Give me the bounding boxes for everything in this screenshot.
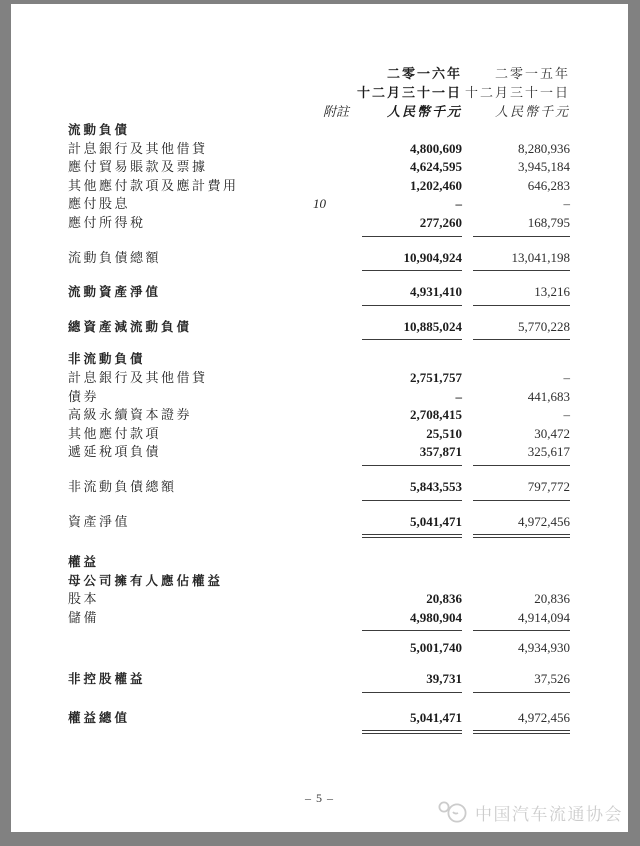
row-label: 流動負債 <box>68 123 131 137</box>
row-label: 非流動負債 <box>68 352 146 367</box>
value-2015: 3,945,184 <box>518 159 570 175</box>
row-label: 計息銀行及其他借貸 <box>68 140 208 156</box>
column-rule <box>362 465 462 466</box>
column-rule <box>473 270 570 271</box>
value-2015: – <box>563 196 570 212</box>
value-2016: 4,624,595 <box>410 159 462 175</box>
value-2016: 25,510 <box>426 425 462 441</box>
header-line-1 <box>68 64 570 83</box>
value-2015: 4,972,456 <box>518 709 570 725</box>
value-2015: 797,772 <box>527 478 570 494</box>
col-2015-date: 十二月三十一日 <box>464 85 570 100</box>
table-header <box>68 64 570 121</box>
value-2016: 5,041,471 <box>410 513 462 529</box>
row-label: 應付貿易賬款及票據 <box>68 159 208 175</box>
table-row <box>68 609 570 628</box>
document-page <box>11 4 628 832</box>
balance-sheet <box>68 64 570 735</box>
spacer <box>68 275 570 283</box>
value-2015: 20,836 <box>534 591 570 607</box>
value-2016: 2,751,757 <box>410 369 462 385</box>
spacer <box>68 539 570 553</box>
total-rule-row <box>68 462 570 470</box>
column-rule <box>473 500 570 501</box>
total-rule-row <box>68 689 570 697</box>
table-row <box>68 709 570 728</box>
table-row <box>68 406 570 425</box>
column-rule <box>473 339 570 340</box>
table-row <box>68 572 570 591</box>
value-2015: 5,770,228 <box>518 318 570 334</box>
table-row <box>68 140 570 159</box>
value-2016: 357,871 <box>419 444 462 460</box>
total-rule-row <box>68 267 570 275</box>
value-2015: 13,041,198 <box>511 249 570 265</box>
value-2015: 441,683 <box>527 388 570 404</box>
row-label: 其他應付款項及應計費用 <box>68 177 239 193</box>
row-label: 債券 <box>68 388 100 404</box>
col-2016-year: 二零一六年 <box>386 66 462 81</box>
row-label: 流動資產淨值 <box>68 285 162 300</box>
header-line-3 <box>68 102 570 121</box>
row-label: 其他應付款項 <box>68 425 162 441</box>
table-row <box>68 443 570 462</box>
row-label: 非流動負債總額 <box>68 478 177 494</box>
total-rule-row <box>68 727 570 735</box>
column-rule <box>362 339 462 340</box>
value-2016: 39,731 <box>426 671 462 687</box>
table-row <box>68 283 570 302</box>
row-label: 母公司擁有人應佔權益 <box>68 573 224 588</box>
spacer <box>68 658 570 670</box>
col-2015-year: 二零一五年 <box>494 66 570 81</box>
column-rule <box>362 305 462 306</box>
table-row <box>68 369 570 388</box>
spacer <box>68 697 570 709</box>
value-2016: 2,708,415 <box>410 407 462 423</box>
row-label: 總資產減流動負債 <box>68 319 193 334</box>
row-label: 應付股息 <box>68 196 131 212</box>
table-row <box>68 478 570 497</box>
column-rule <box>362 500 462 501</box>
page-number: – 5 – <box>305 791 334 805</box>
total-rule-row <box>68 531 570 539</box>
table-row <box>68 590 570 609</box>
value-2015: – <box>563 407 570 423</box>
value-2016: 5,041,471 <box>410 709 462 725</box>
table-row <box>68 513 570 532</box>
column-rule <box>362 236 462 237</box>
row-label: 權益 <box>68 555 100 570</box>
col-2015-currency: 人民幣千元 <box>494 104 570 119</box>
value-2016: 20,836 <box>426 591 462 607</box>
value-2015: 8,280,936 <box>518 140 570 156</box>
value-2016: 10,885,024 <box>403 318 462 334</box>
column-rule <box>473 465 570 466</box>
row-label: 儲備 <box>68 609 100 625</box>
value-2016: 4,980,904 <box>410 609 462 625</box>
total-rule-row <box>68 302 570 310</box>
col-2016-date: 十二月三十一日 <box>356 85 462 100</box>
column-rule <box>473 730 570 734</box>
total-rule-row <box>68 627 570 635</box>
row-label: 遞延稅項負債 <box>68 444 162 460</box>
table-row <box>68 350 570 369</box>
value-2015: 168,795 <box>527 214 570 230</box>
column-rule <box>362 270 462 271</box>
table-row <box>68 177 570 196</box>
value-2016: 5,001,740 <box>410 640 462 656</box>
table-row <box>68 553 570 572</box>
value-2016: – <box>455 388 462 404</box>
column-rule <box>473 630 570 631</box>
total-rule-row <box>68 497 570 505</box>
value-2015: 4,914,094 <box>518 609 570 625</box>
table-row <box>68 388 570 407</box>
table-row <box>68 214 570 233</box>
column-rule <box>362 692 462 693</box>
value-2016: 5,843,553 <box>410 478 462 494</box>
value-2015: 4,934,930 <box>518 640 570 656</box>
row-label: 非控股權益 <box>68 672 146 687</box>
value-2016: 4,931,410 <box>410 284 462 300</box>
row-label: 資產淨值 <box>68 513 131 529</box>
value-2016: 4,800,609 <box>410 140 462 156</box>
column-rule <box>473 236 570 237</box>
value-2015: 37,526 <box>534 671 570 687</box>
table-row <box>68 318 570 337</box>
watermark-logo-icon <box>436 798 470 826</box>
watermark <box>436 798 623 826</box>
value-2015: 13,216 <box>534 284 570 300</box>
table-rows <box>68 121 570 735</box>
spacer <box>68 310 570 318</box>
spacer <box>68 505 570 513</box>
column-rule <box>362 534 462 538</box>
table-row <box>68 158 570 177</box>
row-label: 計息銀行及其他借貸 <box>68 369 208 385</box>
table-row <box>68 425 570 444</box>
spacer <box>68 241 570 249</box>
total-rule-row <box>68 336 570 344</box>
column-rule <box>473 534 570 538</box>
row-label: 高級永續資本證券 <box>68 407 193 423</box>
note-ref: 10 <box>313 196 326 212</box>
table-row <box>68 639 570 658</box>
row-label: 流動負債總額 <box>68 249 162 265</box>
value-2016: – <box>455 196 462 212</box>
value-2016: 277,260 <box>419 214 462 230</box>
column-rule <box>473 305 570 306</box>
value-2015: 4,972,456 <box>518 513 570 529</box>
table-row <box>68 249 570 268</box>
value-2016: 1,202,460 <box>410 177 462 193</box>
row-label: 股本 <box>68 591 100 607</box>
value-2015: – <box>563 369 570 385</box>
watermark-text: 中国汽车流通协会 <box>475 804 623 824</box>
col-2016-currency: 人民幣千元 <box>386 104 462 119</box>
value-2016: 10,904,924 <box>403 249 462 265</box>
table-row <box>68 670 570 689</box>
column-rule <box>473 692 570 693</box>
row-label: 應付所得稅 <box>68 214 146 230</box>
value-2015: 646,283 <box>527 177 570 193</box>
value-2015: 30,472 <box>534 425 570 441</box>
header-line-2 <box>68 83 570 102</box>
total-rule-row <box>68 233 570 241</box>
row-label: 權益總值 <box>68 710 131 725</box>
notes-column-header: 附註 <box>322 104 349 119</box>
spacer <box>68 470 570 478</box>
column-rule <box>362 630 462 631</box>
column-rule <box>362 730 462 734</box>
table-row <box>68 121 570 140</box>
table-row <box>68 195 570 214</box>
value-2015: 325,617 <box>527 444 570 460</box>
